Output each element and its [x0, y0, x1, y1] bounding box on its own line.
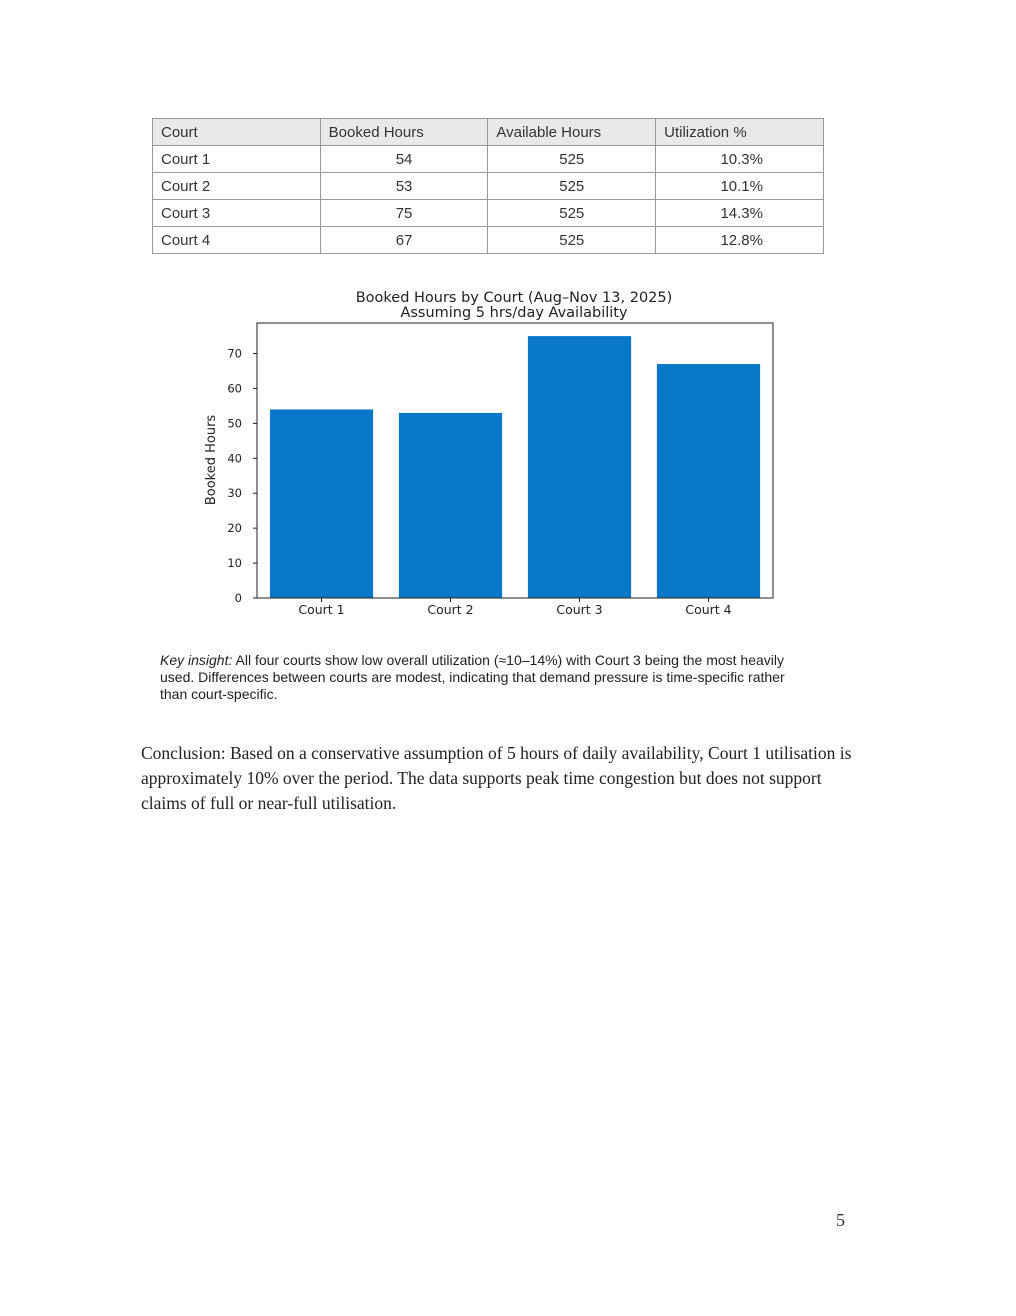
page-number: 5 [836, 1210, 845, 1230]
x-tick-label: Court 2 [427, 602, 474, 617]
y-tick-label: 30 [227, 486, 242, 501]
y-tick-label: 70 [227, 346, 242, 361]
key-insight-text: All four courts show low overall utilization (≈10–14%) with Court 3 being the most heavily used. Differences between courts are modest, indicating that demand pressure is time-specific rather than court-specific. [160, 652, 785, 702]
y-tick-label: 60 [227, 381, 242, 396]
cell-utilization: 10.3% [656, 146, 824, 173]
y-tick-label: 50 [227, 416, 242, 431]
cell-court: Court 4 [153, 227, 321, 254]
chart-title: Booked Hours by Court (Aug–Nov 13, 2025) [355, 290, 673, 306]
cell-booked: 67 [320, 227, 488, 254]
cell-available: 525 [488, 200, 656, 227]
cell-utilization: 12.8% [656, 227, 824, 254]
x-tick-label: Court 4 [685, 602, 732, 617]
bar-court-2 [399, 413, 502, 598]
y-axis-label: Booked Hours [204, 414, 219, 506]
bar-court-4 [657, 364, 760, 598]
y-tick-label: 40 [227, 451, 242, 466]
cell-available: 525 [488, 227, 656, 254]
cell-booked: 75 [320, 200, 488, 227]
cell-available: 525 [488, 146, 656, 173]
cell-utilization: 14.3% [656, 200, 824, 227]
cell-booked: 53 [320, 173, 488, 200]
header-utilization: Utilization % [656, 119, 824, 146]
cell-court: Court 2 [153, 173, 321, 200]
cell-utilization: 10.1% [656, 173, 824, 200]
bar-court-1 [270, 409, 373, 598]
header-court: Court [153, 119, 321, 146]
key-insight [160, 652, 800, 703]
key-insight-label: Key insight: [160, 652, 233, 668]
x-tick-label: Court 1 [298, 602, 345, 617]
cell-court: Court 3 [153, 200, 321, 227]
y-tick-label: 0 [234, 591, 242, 605]
cell-court: Court 1 [153, 146, 321, 173]
bar-court-3 [528, 336, 631, 598]
chart-subtitle: Assuming 5 hrs/day Availability [400, 305, 628, 321]
y-tick-label: 20 [227, 521, 242, 536]
cell-booked: 54 [320, 146, 488, 173]
booked-hours-chart [0, 0, 1016, 640]
y-tick-label: 10 [227, 556, 242, 571]
x-tick-label: Court 3 [556, 602, 603, 617]
header-booked-hours: Booked Hours [320, 119, 488, 146]
plot-area [227, 323, 773, 617]
cell-available: 525 [488, 173, 656, 200]
header-available-hours: Available Hours [488, 119, 656, 146]
conclusion-paragraph: Conclusion: Based on a conservative assumption of 5 hours of daily availability, Court 1 utilisation is approximately 10% over the period. The data supports peak time congestion but does not support claims of full or near-full utilisation. [141, 743, 852, 813]
